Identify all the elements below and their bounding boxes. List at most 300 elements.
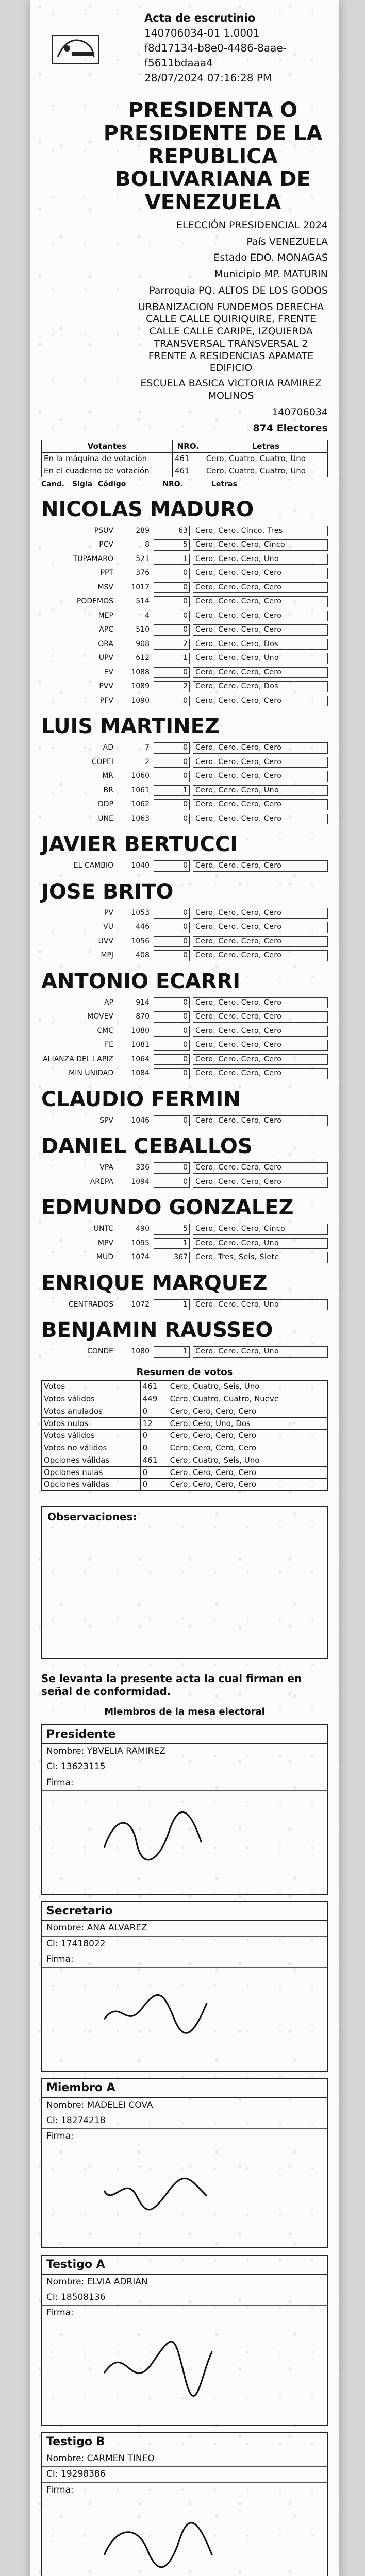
party-votes: 0 (154, 908, 190, 919)
candidates-list (41, 497, 328, 1358)
summary-letras: Cero, Cero, Cero, Cero (168, 1466, 327, 1479)
party-code: 914 (136, 998, 150, 1007)
party-row (41, 860, 328, 872)
subheader-codigo: Código (98, 480, 126, 489)
party-votes: 0 (154, 742, 190, 754)
member-ci: CI: 13623115 (42, 1759, 327, 1775)
receipt-header (41, 0, 328, 88)
party-votes-words: Cero, Cero, Cero, Dos (193, 639, 328, 650)
party-votes-words: Cero, Cero, Cero, Cero (193, 997, 328, 1009)
party-row (41, 742, 328, 754)
party-votes: 0 (154, 860, 190, 872)
candidate-name: ANTONIO ECARRI (41, 969, 241, 993)
party-sigla: PCV (99, 540, 113, 549)
summary-letras: Cero, Cero, Cero, Cero (168, 1430, 327, 1442)
municipality: Municipio MP. MATURIN (214, 268, 328, 280)
party-row (41, 1026, 328, 1037)
votantes-header: Votantes (42, 440, 173, 453)
party-votes-words: Cero, Cero, Cero, Uno (193, 1346, 328, 1358)
party-code: 521 (136, 554, 150, 563)
party-code: 1081 (131, 1041, 150, 1049)
party-votes-words: Cero, Cero, Cero, Cero (193, 1054, 328, 1065)
party-votes-words: Cero, Cero, Cero, Cero (193, 908, 328, 919)
signature-icon (104, 2514, 218, 2576)
party-row (41, 908, 328, 919)
party-sigla: APC (99, 625, 113, 634)
party-code: 4 (145, 611, 150, 620)
member-ci: CI: 18508136 (42, 2290, 327, 2306)
party-code: 1088 (131, 668, 150, 676)
party-sigla: MEP (98, 611, 113, 620)
party-votes: 0 (154, 1040, 190, 1051)
party-votes: 0 (154, 771, 190, 782)
party-sigla: COPEI (91, 757, 113, 766)
party-votes: 0 (154, 1068, 190, 1079)
observations-label: Observaciones: (47, 1511, 137, 1523)
summary-table (41, 1380, 328, 1491)
country: País VENEZUELA (246, 235, 328, 247)
summary-letras: Cero, Cero, Uno, Dos (168, 1417, 327, 1430)
party-sigla: MIN UNIDAD (69, 1069, 113, 1078)
party-votes: 63 (154, 526, 190, 537)
party-sigla: AP (104, 998, 113, 1007)
party-row (41, 1054, 328, 1065)
candidate-name: JAVIER BERTUCCI (41, 833, 238, 857)
summary-label: Opciones nulas (42, 1466, 141, 1479)
party-votes-words: Cero, Cero, Cero, Uno (193, 785, 328, 796)
party-votes-words: Cero, Tres, Seis, Siete (193, 1252, 328, 1263)
signature-area (42, 2498, 327, 2576)
party-votes-words: Cero, Cero, Cero, Cero (193, 1011, 328, 1023)
party-row (41, 1299, 328, 1311)
party-sigla: MOVEV (87, 1012, 113, 1021)
member-firma-label: Firma: (42, 2306, 327, 2321)
signature-icon (104, 1806, 218, 1873)
summary-letras: Cero, Cero, Cero, Cero (168, 1479, 327, 1491)
votantes-row-label: En la máquina de votación (42, 452, 173, 465)
summary-row (42, 1479, 328, 1491)
party-votes: 367 (154, 1252, 190, 1263)
party-votes-words: Cero, Cero, Cero, Cero (193, 568, 328, 579)
party-code: 7 (145, 743, 150, 752)
summary-nro: 0 (140, 1405, 168, 1417)
electors: 874 Electores (253, 422, 328, 434)
summary-row (42, 1381, 328, 1393)
party-sigla: PSUV (94, 526, 113, 535)
subheader-nro: NRO. (162, 480, 183, 489)
summary-row (42, 1454, 328, 1466)
summary-label: Votos válidos (42, 1393, 141, 1405)
party-code: 1080 (131, 1347, 150, 1356)
acta-uuid-1: f8d17134-b8e0-4486-8aae- (144, 42, 287, 55)
summary-nro: 0 (140, 1430, 168, 1442)
party-sigla: EL CAMBIO (73, 861, 113, 870)
party-votes: 2 (154, 639, 190, 650)
party-votes: 0 (154, 1011, 190, 1023)
election-name: ELECCIÓN PRESIDENCIAL 2024 (176, 219, 328, 231)
party-code: 1074 (131, 1253, 150, 1262)
school: ESCUELA BASICA VICTORIA RAMIREZ MOLINOS (140, 378, 322, 401)
candidate-name: EDMUNDO GONZALEZ (41, 1196, 294, 1220)
party-votes: 0 (154, 1026, 190, 1037)
party-votes: 5 (154, 1224, 190, 1235)
signature-area (42, 1968, 327, 2071)
summary-label: Votos válidos (42, 1430, 141, 1442)
party-votes-words: Cero, Cero, Cero, Cinco (193, 1224, 328, 1235)
subheader-letras: Letras (211, 480, 237, 489)
party-code: 1061 (131, 786, 150, 794)
summary-label: Votos anulados (42, 1405, 141, 1417)
party-sigla: TUPAMARO (73, 554, 113, 563)
party-row (41, 568, 328, 579)
column-subheaders (41, 480, 328, 489)
summary-letras: Cero, Cuatro, Cuatro, Nueve (168, 1393, 327, 1405)
party-votes-words: Cero, Cero, Cero, Cero (193, 596, 328, 607)
party-votes: 0 (154, 611, 190, 622)
party-row (41, 539, 328, 551)
member-name: Nombre: ELVIA ADRIAN (42, 2275, 327, 2290)
signature-area (42, 2144, 327, 2247)
member-firma-label: Firma: (42, 1775, 327, 1791)
acta-code: 140706034-01 1.0001 (144, 27, 260, 40)
party-sigla: CONDE (87, 1347, 113, 1356)
party-sigla: UVV (98, 937, 113, 945)
party-sigla: MSV (97, 583, 113, 591)
party-votes: 0 (154, 799, 190, 810)
candidate-name: DANIEL CEBALLOS (41, 1134, 253, 1159)
members-title: Miembros de la mesa electoral (104, 1706, 265, 1718)
party-sigla: UNE (98, 814, 113, 823)
party-code: 408 (136, 951, 150, 960)
party-code: 510 (136, 625, 150, 634)
party-votes-words: Cero, Cero, Cero, Uno (193, 1238, 328, 1249)
party-code: 1094 (131, 1177, 150, 1186)
party-code: 446 (136, 923, 150, 931)
members-list (41, 1724, 328, 2576)
receipt-content (30, 0, 339, 2576)
party-code: 1062 (131, 800, 150, 809)
party-row (41, 639, 328, 650)
party-votes: 1 (154, 1238, 190, 1249)
member-name: Nombre: YBVELIA RAMIREZ (42, 1744, 327, 1759)
votantes-row-nro: 461 (172, 465, 204, 477)
votantes-row-letras: Cero, Cuatro, Cuatro, Uno (204, 465, 327, 477)
party-row (41, 1068, 328, 1079)
candidate-name: BENJAMIN RAUSSEO (41, 1318, 273, 1343)
member-firma-label: Firma: (42, 2483, 327, 2498)
party-votes-words: Cero, Cero, Cero, Cero (193, 1026, 328, 1037)
summary-label: Votos no válidos (42, 1442, 141, 1454)
party-code: 514 (136, 597, 150, 606)
parish: Parroquia PQ. ALTOS DE LOS GODOS (149, 284, 328, 296)
party-row (41, 554, 328, 565)
party-votes-words: Cero, Cero, Cero, Cinco (193, 539, 328, 551)
party-votes: 0 (154, 936, 190, 947)
candidate-name: LUIS MARTINEZ (41, 715, 220, 739)
party-votes: 1 (154, 1299, 190, 1311)
party-row (41, 667, 328, 679)
party-code: 336 (136, 1163, 150, 1172)
party-votes: 5 (154, 539, 190, 551)
summary-letras: Cero, Cuatro, Seis, Uno (168, 1381, 327, 1393)
votantes-row-letras: Cero, Cuatro, Cuatro, Uno (204, 452, 327, 465)
votantes-letras-header: Letras (204, 440, 327, 453)
votantes-row-nro: 461 (172, 452, 204, 465)
party-code: 1089 (131, 682, 150, 691)
party-code: 1090 (131, 696, 150, 705)
acta-datetime: 28/07/2024 07:16:28 PM (144, 72, 272, 84)
closing-note: Se levanta la presente acta la cual firman en señal de conformidad. (41, 1672, 302, 1698)
party-row (41, 526, 328, 537)
party-code: 870 (136, 1012, 150, 1021)
party-row (41, 624, 328, 636)
party-sigla: PVV (99, 682, 113, 691)
summary-nro: 12 (140, 1417, 168, 1430)
center-code: 140706034 (272, 406, 328, 418)
member-ci: CI: 19298386 (42, 2467, 327, 2482)
summary-row (42, 1466, 328, 1479)
party-votes: 0 (154, 950, 190, 961)
state: Estado EDO. MONAGAS (213, 252, 328, 264)
party-row (41, 1252, 328, 1263)
party-votes-words: Cero, Cero, Cero, Cero (193, 799, 328, 810)
main-title: PRESIDENTA O PRESIDENTE DE LA REPUBLICA BOLIVARIANA DE VENEZUELA (103, 98, 323, 215)
summary-label: Votos (42, 1381, 141, 1393)
member-role: Testigo B (42, 2433, 327, 2452)
party-sigla: UNTC (93, 1225, 113, 1233)
party-code: 908 (136, 639, 150, 648)
member-role: Testigo A (42, 2256, 327, 2275)
summary-row (42, 1393, 328, 1405)
summary-letras: Cero, Cero, Cero, Cero (168, 1442, 327, 1454)
summary-letras: Cero, Cero, Cero, Cero (168, 1405, 327, 1417)
party-votes-words: Cero, Cero, Cero, Cero (193, 1040, 328, 1051)
member-name: Nombre: ANA ALVAREZ (42, 1921, 327, 1936)
party-row (41, 922, 328, 933)
party-code: 1046 (131, 1116, 150, 1125)
party-votes-words: Cero, Cero, Cero, Cero (193, 624, 328, 636)
party-row (41, 1238, 328, 1249)
party-votes-words: Cero, Cero, Cero, Cero (193, 582, 328, 594)
party-votes-words: Cero, Cero, Cero, Cero (193, 950, 328, 961)
party-sigla: SPV (99, 1116, 113, 1125)
summary-nro: 0 (140, 1479, 168, 1491)
party-row (41, 814, 328, 825)
summary-nro: 0 (140, 1442, 168, 1454)
party-row (41, 1162, 328, 1174)
party-code: 612 (136, 654, 150, 663)
party-row (41, 1177, 328, 1188)
summary-row (42, 1430, 328, 1442)
party-votes: 1 (154, 653, 190, 664)
party-sigla: PODEMOS (76, 597, 113, 606)
party-code: 1017 (131, 583, 150, 591)
party-sigla: UPV (98, 654, 113, 663)
member-role: Presidente (42, 1725, 327, 1744)
party-sigla: DDP (97, 800, 113, 809)
party-row (41, 936, 328, 947)
party-votes-words: Cero, Cero, Cero, Cero (193, 922, 328, 933)
member-firma-label: Firma: (42, 1952, 327, 1968)
summary-nro: 449 (140, 1393, 168, 1405)
party-sigla: CMC (97, 1026, 113, 1035)
signature-icon (104, 2160, 218, 2227)
party-row (41, 1011, 328, 1023)
candidate-name: CLAUDIO FERMIN (41, 1087, 241, 1111)
party-votes-words: Cero, Cero, Cero, Cero (193, 771, 328, 782)
party-code: 376 (136, 569, 150, 578)
party-code: 1064 (131, 1055, 150, 1063)
party-votes-words: Cero, Cero, Cero, Cero (193, 814, 328, 825)
party-votes-words: Cero, Cero, Cero, Uno (193, 1299, 328, 1311)
signature-icon (104, 1983, 218, 2050)
party-votes-words: Cero, Cero, Cero, Cero (193, 611, 328, 622)
party-votes: 0 (154, 568, 190, 579)
party-votes-words: Cero, Cero, Cero, Uno (193, 653, 328, 664)
candidate-name: NICOLAS MADURO (41, 497, 254, 521)
party-sigla: PV (104, 908, 113, 917)
party-votes-words: Cero, Cero, Cero, Cero (193, 696, 328, 707)
party-code: 1095 (131, 1239, 150, 1247)
party-votes: 0 (154, 696, 190, 707)
party-votes-words: Cero, Cero, Cero, Cero (193, 757, 328, 768)
member-name: Nombre: CARMEN TINEO (42, 2451, 327, 2467)
signature-area (42, 1791, 327, 1894)
member-ci: CI: 18274218 (42, 2113, 327, 2129)
party-votes-words: Cero, Cero, Cero, Cero (193, 667, 328, 679)
party-row (41, 1040, 328, 1051)
party-row (41, 582, 328, 594)
party-row (41, 653, 328, 664)
party-votes-words: Cero, Cero, Cero, Uno (193, 554, 328, 565)
subheader-sigla: Sigla (72, 480, 93, 489)
signature-icon (104, 2337, 218, 2404)
party-sigla: FE (105, 1041, 113, 1049)
observations-box (41, 1506, 328, 1659)
party-votes: 0 (154, 667, 190, 679)
member-box (41, 2078, 328, 2248)
party-row (41, 596, 328, 607)
summary-label: Votos nulos (42, 1417, 141, 1430)
party-code: 1053 (131, 908, 150, 917)
party-votes: 0 (154, 922, 190, 933)
member-role: Miembro A (42, 2079, 327, 2098)
party-code: 1080 (131, 1026, 150, 1035)
party-code: 1063 (131, 814, 150, 823)
member-box (41, 1901, 328, 2072)
party-votes: 0 (154, 1054, 190, 1065)
acta-title: Acta de escrutinio (144, 12, 256, 24)
party-sigla: MR (102, 772, 113, 781)
party-sigla: VU (103, 923, 113, 931)
party-code: 8 (145, 540, 150, 549)
party-row (41, 696, 328, 707)
party-votes-words: Cero, Cero, Cero, Dos (193, 681, 328, 692)
party-votes: 0 (154, 624, 190, 636)
party-row (41, 997, 328, 1009)
summary-row (42, 1417, 328, 1430)
summary-title: Resumen de votos (136, 1366, 233, 1378)
summary-nro: 461 (140, 1454, 168, 1466)
summary-letras: Cero, Cuatro, Seis, Uno (168, 1454, 327, 1466)
member-name: Nombre: MADELEI COVA (42, 2098, 327, 2113)
party-sigla: BR (103, 786, 113, 794)
party-votes: 0 (154, 757, 190, 768)
party-votes-words: Cero, Cero, Cero, Cero (193, 860, 328, 872)
party-votes: 1 (154, 554, 190, 565)
party-code: 1072 (131, 1300, 150, 1309)
party-sigla: CENTRADOS (68, 1300, 113, 1309)
party-code: 2 (145, 757, 150, 766)
party-votes: 0 (154, 582, 190, 594)
party-votes-words: Cero, Cero, Cero, Cero (193, 1162, 328, 1174)
party-votes: 0 (154, 997, 190, 1009)
address: URBANIZACION FUNDEMOS DERECHA CALLE CALLE QUIRIQUIRE, FRENTE CALLE CALLE CARIPE, IZQUIERDA TRANSVERSAL TRANSVERSAL 2 FRENTE A RESIDENCIAS APAMATE EDIFICIO (138, 301, 324, 374)
votantes-nro-header: NRO. (172, 440, 204, 453)
party-votes-words: Cero, Cero, Cinco, Tres (193, 526, 328, 537)
acta-uuid-2: f5611bdaaa4 (144, 57, 213, 70)
party-row (41, 1224, 328, 1235)
party-votes-words: Cero, Cero, Cero, Cero (193, 936, 328, 947)
summary-row (42, 1405, 328, 1417)
party-row (41, 785, 328, 796)
votantes-table (41, 440, 328, 477)
party-row (41, 1115, 328, 1127)
member-box (41, 2255, 328, 2425)
party-sigla: PPT (100, 569, 113, 578)
cne-logo-icon (52, 31, 101, 67)
party-row (41, 757, 328, 768)
party-code: 490 (136, 1225, 150, 1233)
party-row (41, 681, 328, 692)
party-sigla: VPA (99, 1163, 113, 1172)
summary-nro: 461 (140, 1381, 168, 1393)
party-votes: 0 (154, 596, 190, 607)
party-sigla: AREPA (90, 1177, 113, 1186)
summary-label: Opciones válidas (42, 1454, 141, 1466)
member-role: Secretario (42, 1902, 327, 1921)
party-sigla: MPV (97, 1239, 113, 1247)
party-votes: 0 (154, 1162, 190, 1174)
party-votes: 0 (154, 814, 190, 825)
receipt-strip (30, 0, 339, 2576)
party-votes-words: Cero, Cero, Cero, Cero (193, 742, 328, 754)
party-sigla: AD (103, 743, 113, 752)
member-ci: CI: 17418022 (42, 1937, 327, 1952)
party-row (41, 1346, 328, 1358)
signature-area (42, 2321, 327, 2425)
party-votes-words: Cero, Cero, Cero, Cero (193, 1115, 328, 1127)
party-votes: 0 (154, 1115, 190, 1127)
party-votes: 2 (154, 681, 190, 692)
party-code: 1040 (131, 861, 150, 870)
party-code: 1056 (131, 937, 150, 945)
candidate-name: ENRIQUE MARQUEZ (41, 1271, 268, 1295)
party-row (41, 799, 328, 810)
party-code: 1060 (131, 772, 150, 781)
party-sigla: ALIANZA DEL LAPIZ (43, 1055, 113, 1063)
votantes-row-label: En el cuaderno de votación (42, 465, 173, 477)
party-sigla: MPJ (101, 951, 113, 960)
party-row (41, 611, 328, 622)
party-sigla: EV (104, 668, 113, 676)
member-box (41, 2432, 328, 2576)
party-row (41, 771, 328, 782)
member-box (41, 1724, 328, 1895)
party-votes: 1 (154, 785, 190, 796)
party-row (41, 950, 328, 961)
summary-label: Opciones válidas (42, 1479, 141, 1491)
